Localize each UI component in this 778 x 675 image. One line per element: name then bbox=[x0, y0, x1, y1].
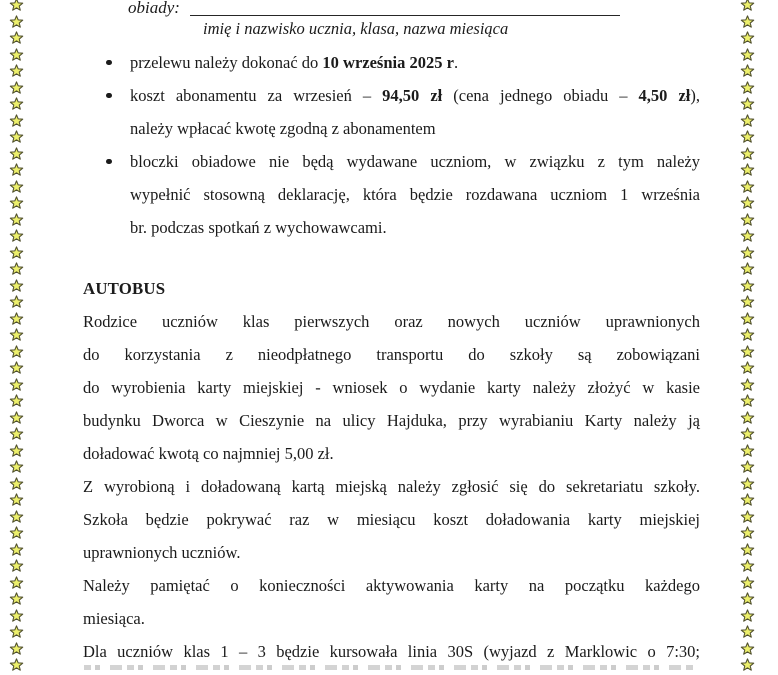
star-icon bbox=[9, 114, 24, 127]
star-icon bbox=[9, 609, 24, 622]
star-icon bbox=[740, 361, 755, 374]
star-icon bbox=[740, 114, 755, 127]
autobus-section bbox=[83, 272, 700, 668]
paragraph-line: budynku Dworca w Cieszynie na ulicy Hajduka, przy wyrabianiu Karty należy ją bbox=[83, 411, 700, 430]
star-icon bbox=[740, 262, 755, 275]
star-icon bbox=[9, 246, 24, 259]
star-icon bbox=[9, 312, 24, 325]
star-icon bbox=[9, 213, 24, 226]
star-icon bbox=[9, 460, 24, 473]
star-icon bbox=[740, 444, 755, 457]
star-icon bbox=[740, 609, 755, 622]
star-icon bbox=[740, 312, 755, 325]
star-icon bbox=[740, 328, 755, 341]
text-run-bold: 94,50 zł bbox=[382, 86, 443, 105]
star-icon bbox=[9, 0, 24, 11]
star-icon bbox=[9, 31, 24, 44]
star-icon bbox=[9, 163, 24, 176]
bullet-text: należy wpłacać kwotę zgodną z abonamentem bbox=[130, 119, 436, 138]
list-item bbox=[83, 79, 700, 145]
star-icon bbox=[740, 147, 755, 160]
text-run: przelewu należy dokonać do bbox=[130, 53, 323, 72]
paragraph-line: doładować kwotą co najmniej 5,00 zł. bbox=[83, 444, 334, 463]
star-icon bbox=[9, 328, 24, 341]
star-icon bbox=[740, 576, 755, 589]
star-icon bbox=[740, 213, 755, 226]
list-item bbox=[83, 145, 700, 244]
list-item bbox=[83, 46, 700, 79]
star-icon bbox=[9, 543, 24, 556]
star-icon bbox=[740, 559, 755, 572]
paragraph-line: uprawnionych uczniów. bbox=[83, 543, 241, 562]
paragraph-line: Z wyrobioną i doładowaną kartą miejską należy zgłosić się do sekretariatu szkoły. bbox=[83, 477, 700, 496]
star-icon bbox=[740, 229, 755, 242]
star-icon bbox=[9, 81, 24, 94]
star-icon bbox=[740, 526, 755, 539]
paragraph-line: miesiąca. bbox=[83, 609, 145, 628]
cutoff-text-line bbox=[84, 665, 696, 670]
star-icon bbox=[9, 493, 24, 506]
star-icon bbox=[740, 543, 755, 556]
star-icon bbox=[740, 295, 755, 308]
paragraph-line: Szkoła będzie pokrywać raz w miesiącu koszt doładowania karty miejskiej bbox=[83, 510, 700, 529]
star-icon bbox=[740, 642, 755, 655]
text-run-bold: 10 września 2025 r bbox=[322, 53, 454, 72]
star-icon bbox=[740, 493, 755, 506]
bullet-icon bbox=[106, 93, 112, 99]
star-icon bbox=[9, 295, 24, 308]
star-icon bbox=[9, 625, 24, 638]
star-icon bbox=[9, 510, 24, 523]
star-icon bbox=[9, 411, 24, 424]
blank-fill-line bbox=[190, 15, 620, 16]
star-icon bbox=[740, 378, 755, 391]
star-icon bbox=[9, 130, 24, 143]
section-heading-autobus: AUTOBUS bbox=[83, 279, 166, 298]
star-icon bbox=[9, 427, 24, 440]
paragraph-line: do korzystania z nieodpłatnego transportu do szkoły są zobowiązani bbox=[83, 345, 700, 364]
bullet-text: wypełnić stosowną deklarację, która będzie rozdawana uczniom 1 września bbox=[130, 185, 700, 204]
star-icon bbox=[9, 361, 24, 374]
star-icon bbox=[9, 279, 24, 292]
text-run-bold: 4,50 zł bbox=[638, 86, 691, 105]
star-icon bbox=[9, 592, 24, 605]
star-icon bbox=[9, 64, 24, 77]
star-icon bbox=[9, 345, 24, 358]
star-icon bbox=[740, 592, 755, 605]
star-icon bbox=[740, 394, 755, 407]
star-icon bbox=[9, 559, 24, 572]
star-icon bbox=[740, 81, 755, 94]
star-icon bbox=[740, 180, 755, 193]
form-caption: imię i nazwisko ucznia, klasa, nazwa miesiąca bbox=[203, 19, 509, 38]
star-icon bbox=[740, 625, 755, 638]
star-icon bbox=[740, 48, 755, 61]
star-icon bbox=[9, 444, 24, 457]
star-icon bbox=[740, 477, 755, 490]
star-icon bbox=[9, 378, 24, 391]
bullet-list bbox=[83, 46, 700, 244]
star-border-column-left bbox=[8, 0, 24, 675]
star-icon bbox=[740, 411, 755, 424]
star-icon bbox=[9, 15, 24, 28]
star-icon bbox=[9, 48, 24, 61]
star-icon bbox=[740, 15, 755, 28]
text-run: . bbox=[453, 53, 459, 72]
star-icon bbox=[740, 510, 755, 523]
bullet-text bbox=[130, 79, 700, 112]
star-icon bbox=[9, 180, 24, 193]
bullet-icon bbox=[106, 159, 112, 165]
star-icon bbox=[740, 460, 755, 473]
star-icon bbox=[9, 658, 24, 671]
form-label-obiady: obiady: bbox=[128, 0, 180, 17]
paragraph-line: Rodzice uczniów klas pierwszych oraz nowych uczniów uprawnionych bbox=[83, 312, 700, 331]
star-icon bbox=[9, 262, 24, 275]
paragraph-line: Dla uczniów klas 1 – 3 będzie kursowała linia 30S (wyjazd z Marklowic o 7:30; bbox=[83, 642, 700, 661]
star-icon bbox=[740, 64, 755, 77]
star-icon bbox=[9, 147, 24, 160]
star-icon bbox=[9, 576, 24, 589]
star-icon bbox=[740, 658, 755, 671]
star-icon bbox=[9, 477, 24, 490]
star-icon bbox=[9, 642, 24, 655]
text-run: koszt abonamentu za wrzesień – bbox=[130, 86, 383, 105]
star-icon bbox=[9, 394, 24, 407]
star-icon bbox=[740, 163, 755, 176]
star-border-column-right bbox=[739, 0, 755, 675]
text-run: ), bbox=[690, 86, 700, 105]
star-icon bbox=[740, 0, 755, 11]
star-icon bbox=[740, 246, 755, 259]
star-icon bbox=[740, 345, 755, 358]
bullet-text: br. podczas spotkań z wychowawcami. bbox=[130, 218, 387, 237]
star-icon bbox=[9, 229, 24, 242]
bullet-text bbox=[130, 46, 700, 79]
bullet-text: bloczki obiadowe nie będą wydawane uczniom, w związku z tym należy bbox=[130, 152, 700, 171]
paragraph-line: do wyrobienia karty miejskiej - wniosek o wydanie karty należy złożyć w kasie bbox=[83, 378, 700, 397]
star-icon bbox=[9, 196, 24, 209]
star-icon bbox=[740, 31, 755, 44]
bullet-icon bbox=[106, 60, 112, 66]
star-icon bbox=[9, 526, 24, 539]
star-icon bbox=[740, 130, 755, 143]
star-icon bbox=[9, 97, 24, 110]
star-icon bbox=[740, 427, 755, 440]
star-icon bbox=[740, 196, 755, 209]
star-icon bbox=[740, 279, 755, 292]
paragraph-line: Należy pamiętać o konieczności aktywowania karty na początku każdego bbox=[83, 576, 700, 595]
text-run: (cena jednego obiadu – bbox=[442, 86, 639, 105]
star-icon bbox=[740, 97, 755, 110]
